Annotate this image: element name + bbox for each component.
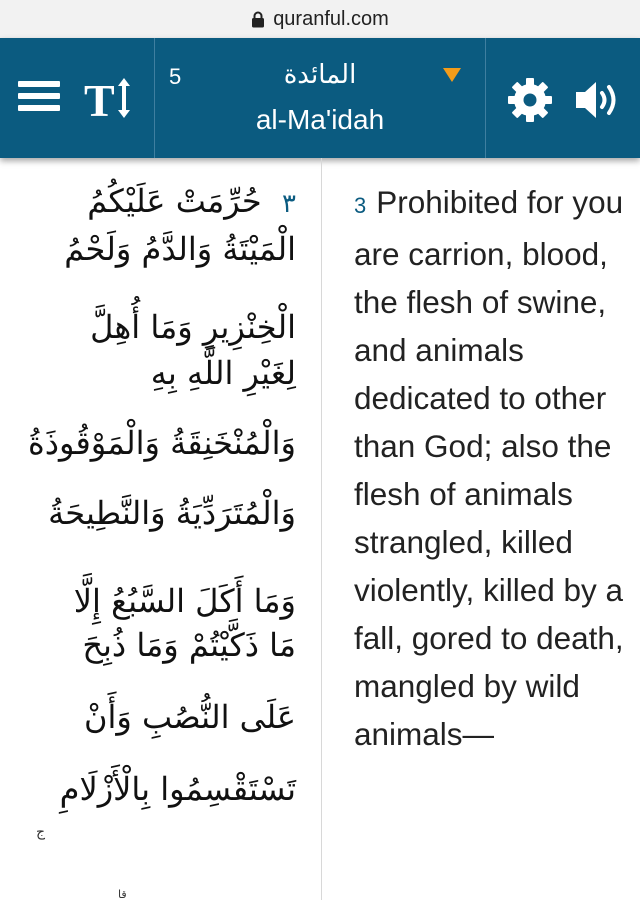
- hamburger-menu-icon[interactable]: [18, 81, 60, 115]
- arabic-line: عَلَى النُّصُبِ وَأَنْ: [83, 698, 296, 736]
- waqf-mark-qala: قا: [118, 888, 127, 901]
- url-text: quranful.com: [273, 7, 389, 30]
- chapter-dropdown-icon[interactable]: [443, 68, 461, 82]
- chapter-name-arabic: المائدة: [283, 60, 357, 90]
- arabic-line: الْمَيْتَةُ وَالدَّمُ وَلَحْمُ: [64, 230, 296, 268]
- chapter-selector[interactable]: [155, 38, 485, 158]
- english-translation: [354, 178, 624, 758]
- arabic-line: وَالْمُنْخَنِقَةُ وَالْمَوْقُوذَةُ: [27, 424, 296, 462]
- translation-text: Prohibited for you are carrion, blood, the flesh of swine, and animals dedicated to other than God; also the flesh of animals strangled, killed violently, killed by a fall, gored to death, mangled by wild animals—: [354, 184, 624, 752]
- arabic-line: وَالْمُتَرَدِّيَةُ وَالنَّطِيحَةُ: [48, 494, 296, 532]
- arabic-line: تَسْتَقْسِمُوا بِالْأَزْلَامِ: [59, 770, 296, 808]
- lock-icon: [251, 11, 265, 27]
- header-tools-right: [486, 38, 640, 158]
- gear-icon[interactable]: [506, 76, 554, 124]
- chapter-name-latin: al-Ma'idah: [255, 104, 385, 135]
- waqf-mark-jeem: ج: [36, 824, 46, 840]
- arabic-line: حُرِّمَتْ عَلَيْكُمُ: [87, 182, 262, 220]
- arabic-line: مَا ذَكَّيْتُمْ وَمَا ذُبِحَ: [82, 626, 296, 664]
- arabic-line: الْخِنْزِيرِ وَمَا أُهِلَّ: [90, 308, 296, 346]
- text-size-icon[interactable]: [84, 74, 136, 122]
- verse-number-english: 3: [354, 193, 367, 218]
- app-header: [0, 38, 640, 158]
- arabic-line: لِغَيْرِ اللَّهِ بِهِ: [150, 354, 296, 392]
- column-divider: [321, 158, 322, 900]
- verse-content: [0, 158, 640, 900]
- browser-url-bar[interactable]: [0, 0, 640, 38]
- speaker-icon[interactable]: [574, 78, 624, 122]
- chapter-number: 5: [169, 64, 182, 89]
- header-tools-left: [0, 38, 154, 158]
- arabic-verse: [14, 164, 296, 820]
- svg-text:T: T: [84, 75, 115, 122]
- arabic-line: وَمَا أَكَلَ السَّبُعُ إِلَّا: [73, 582, 296, 620]
- verse-number-arabic: ٣: [282, 189, 296, 219]
